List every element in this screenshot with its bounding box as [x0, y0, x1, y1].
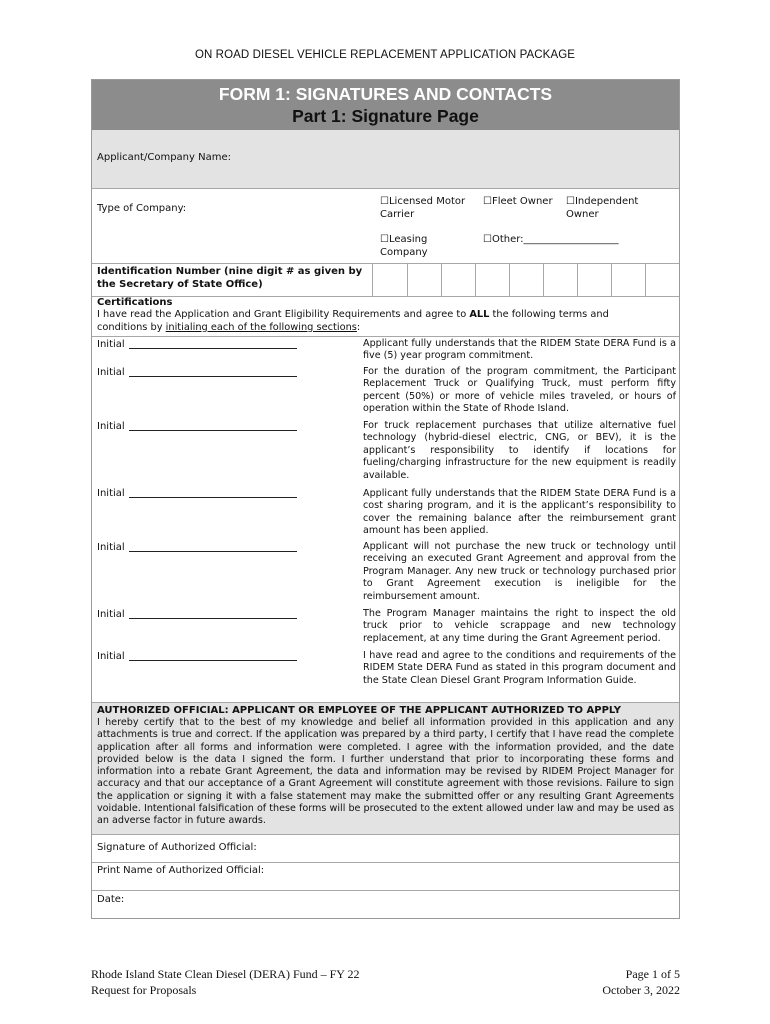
- checkbox-licensed-motor-carrier[interactable]: ☐Licensed Motor Carrier: [380, 196, 466, 220]
- certification-item: I have read and agree to the conditions and requirements of the RIDEM State DERA Fund as stated in this program document and the State Clean Diesel Grant Program Information Guide.: [363, 650, 676, 686]
- page-number: Page 1 of 5: [625, 967, 680, 981]
- checkbox-other[interactable]: ☐Other:___________________: [483, 234, 619, 245]
- checkbox-fleet-owner[interactable]: ☐Fleet Owner: [483, 196, 553, 207]
- certification-item: The Program Manager maintains the right to inspect the old truck prior to vehicle scrappage and new technology replacement, at any time during the Grant Agreement period.: [363, 608, 676, 644]
- initial-field-1[interactable]: Initial: [97, 339, 297, 350]
- initial-field-4[interactable]: Initial: [97, 488, 297, 499]
- date-label: Date:: [97, 894, 125, 905]
- applicant-name-row[interactable]: [92, 130, 679, 188]
- initial-field-5[interactable]: Initial: [97, 542, 297, 553]
- certification-item: For the duration of the program commitment, the Participant Replacement Truck or Qualifying Truck, must perform fifty percent (50%) or more of vehicle miles traveled, or hours of operation within the State of Rhode Island.: [363, 366, 676, 415]
- initial-field-2[interactable]: Initial: [97, 367, 297, 378]
- initial-field-3[interactable]: Initial: [97, 421, 297, 432]
- initial-field-7[interactable]: Initial: [97, 651, 297, 662]
- footer-document: Request for Proposals: [91, 983, 197, 997]
- print-name-field[interactable]: [92, 863, 679, 890]
- footer-date: October 3, 2022: [602, 983, 680, 997]
- signature-form: [91, 79, 680, 919]
- print-name-label: Print Name of Authorized Official:: [97, 865, 265, 876]
- certifications-section: [92, 297, 679, 337]
- date-field[interactable]: [92, 891, 679, 918]
- divider: [92, 336, 679, 337]
- authorized-official-heading: AUTHORIZED OFFICIAL: APPLICANT OR EMPLOYEE OF THE APPLICANT AUTHORIZED TO APPLY: [97, 705, 621, 716]
- certifications-intro: I have read the Application and Grant Eligibility Requirements and agree to ALL the following terms and conditions by initialing each of the following sections:: [97, 309, 609, 333]
- certification-item: Applicant fully understands that the RIDEM State DERA Fund is a five (5) year program commitment.: [363, 338, 676, 362]
- id-number-label: Identification Number (nine digit # as given by the Secretary of State Office): [97, 266, 363, 290]
- page-header: ON ROAD DIESEL VEHICLE REPLACEMENT APPLICATION PACKAGE: [194, 49, 576, 61]
- form-title-bar: [92, 80, 679, 130]
- checkbox-leasing-company[interactable]: ☐Leasing Company: [380, 234, 428, 258]
- signature-label: Signature of Authorized Official:: [97, 842, 257, 853]
- company-type-label: Type of Company:: [97, 203, 187, 214]
- certifications-heading: Certifications: [97, 297, 173, 308]
- initial-field-6[interactable]: Initial: [97, 609, 297, 620]
- authorized-official-section: [92, 702, 679, 835]
- authorized-official-statement: I hereby certify that to the best of my knowledge and belief all information provided in this application and any attachments is true and correct. If the application was prepared by a third party, I certify that I have read the complete application after all forms and information were completed. I agree with the information provided, and the date provided below is the data I signed the form. I further understand that prior to incorporating these forms and information into a rebate Grant Agreement, the data and information may be revised by RIDEM Project Manager for accuracy and that our acceptance of a Grant Agreement will constitute agreement with those revisions. Failure to sign the application or signing it with a false statement may make the submitted offer or any resulting Grant Agreements voidable. Intentional falsification of these forms will be prosecuted to the extent allowed under law and may be used as an adverse factor in future awards.: [97, 717, 674, 827]
- checkbox-independent-owner[interactable]: ☐Independent Owner: [566, 196, 639, 220]
- form-subtitle: Part 1: Signature Page: [292, 106, 479, 126]
- signature-field[interactable]: [92, 835, 679, 862]
- company-type-row: [92, 189, 679, 263]
- footer-program: Rhode Island State Clean Diesel (DERA) Fund – FY 22: [91, 967, 360, 981]
- certification-item: For truck replacement purchases that utilize alternative fuel technology (hybrid-diesel electric, CNG, or BEV), it is the applicant’s responsibility to identify if locations for fueling/charging infrastructure for the new equipment is readily available.: [363, 420, 676, 481]
- footer-left: [91, 966, 360, 998]
- id-number-cells[interactable]: [372, 264, 679, 296]
- certification-item: Applicant will not purchase the new truck or technology until receiving an executed Grant Agreement and approval from the Program Manager. Any new truck or technology purchased prior to Grant Agreement execution is ineligible for the reimbursement amount.: [363, 541, 676, 602]
- form-title: FORM 1: SIGNATURES AND CONTACTS: [218, 84, 553, 104]
- certification-item: Applicant fully understands that the RIDEM State DERA Fund is a cost sharing program, and it is the applicant’s responsibility to cover the remaining balance after the reimbursement grant amount has been applied.: [363, 488, 676, 537]
- applicant-name-label: Applicant/Company Name:: [97, 152, 231, 163]
- footer-right: [602, 966, 680, 998]
